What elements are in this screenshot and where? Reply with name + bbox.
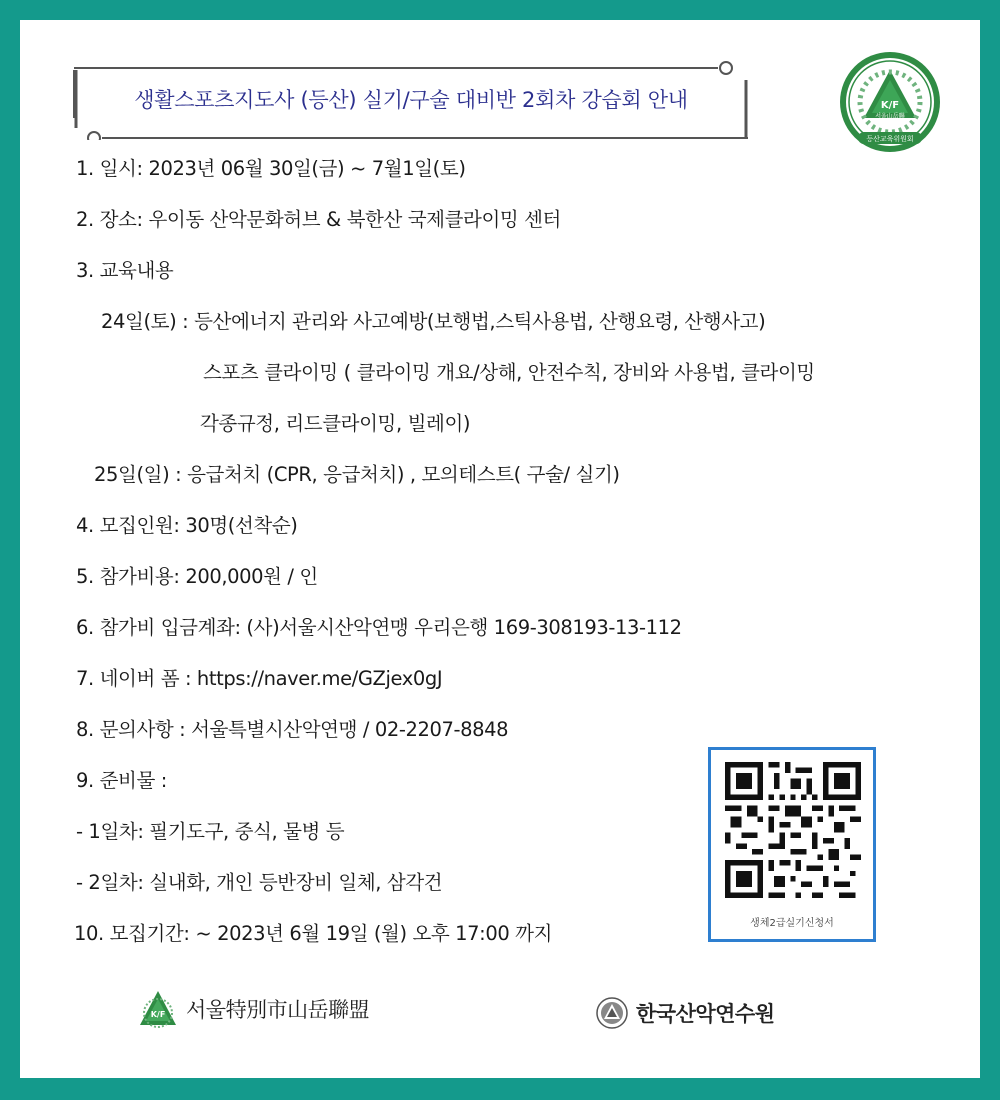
curriculum-day2: 25일(일) : 응급처치 (CPR, 응급처치) , 모의테스트( 구술/ 실기) — [94, 463, 620, 486]
curriculum-day1: 24일(토) : 등산에너지 관리와 사고예방(보행법,스틱사용법, 산행요령, 산행사고) — [101, 310, 766, 333]
federation-name: 서울特別市山岳聯盟 — [186, 998, 370, 1022]
item-bank-account: 6. 참가비 입금계좌: (사)서울시산악연맹 우리은행 169-308193-13-112 — [76, 616, 682, 639]
seal-emblem-sub: 서울山岳聯 — [875, 113, 905, 120]
page-title: 생활스포츠지도사 (등산) 실기/구술 대비반 2회차 강습회 안내 — [134, 88, 688, 112]
korea-mountaineering-institute-logo — [596, 996, 775, 1030]
item-date: 1. 일시: 2023년 06월 30일(금) ~ 7월1일(토) — [76, 157, 466, 180]
item-curriculum-header: 3. 교육내용 — [76, 259, 174, 282]
item-fee: 5. 참가비용: 200,000원 / 인 — [76, 565, 318, 588]
federation-emblem-text: K/F — [150, 1010, 166, 1019]
seoul-alpine-federation-logo — [138, 986, 369, 1032]
education-committee-seal — [838, 50, 942, 154]
institute-name: 한국산악연수원 — [636, 1002, 775, 1026]
item-naver-form-link[interactable]: 7. 네이버 폼 : https://naver.me/GZjex0gJ — [76, 667, 443, 690]
title-banner — [66, 58, 756, 140]
item-supplies-header: 9. 준비물 : — [76, 769, 167, 792]
seal-emblem-text: K/F — [880, 100, 900, 111]
seal-bottom-text: 등산교육위원회 — [866, 135, 914, 143]
supplies-day2: - 2일차: 실내화, 개인 등반장비 일체, 삼각건 — [76, 871, 443, 894]
qr-caption: 생체2급실기신청서 — [750, 918, 834, 929]
seal-icon — [838, 50, 942, 154]
notice-card — [20, 20, 980, 1078]
curriculum-day1-cont2: 각종규정, 리드클라이밍, 빌레이) — [200, 412, 471, 435]
curriculum-day1-cont: 스포츠 클라이밍 ( 클라이밍 개요/상해, 안전수칙, 장비와 사용법, 클라이밍 — [203, 361, 815, 384]
federation-emblem-icon — [138, 989, 178, 1029]
item-recruit-period: 10. 모집기간: ~ 2023년 6월 19일 (월) 오후 17:00 까지 — [74, 922, 553, 945]
qr-code-panel[interactable] — [708, 747, 876, 942]
item-contact: 8. 문의사항 : 서울특별시산악연맹 / 02-2207-8848 — [76, 718, 509, 741]
qr-code-icon[interactable] — [725, 762, 861, 898]
item-venue: 2. 장소: 우이동 산악문화허브 & 북한산 국제클라이밍 센터 — [76, 208, 561, 231]
item-capacity: 4. 모집인원: 30명(선착순) — [76, 514, 298, 537]
supplies-day1: - 1일차: 필기도구, 중식, 물병 등 — [76, 820, 345, 843]
institute-emblem-icon — [596, 997, 628, 1029]
